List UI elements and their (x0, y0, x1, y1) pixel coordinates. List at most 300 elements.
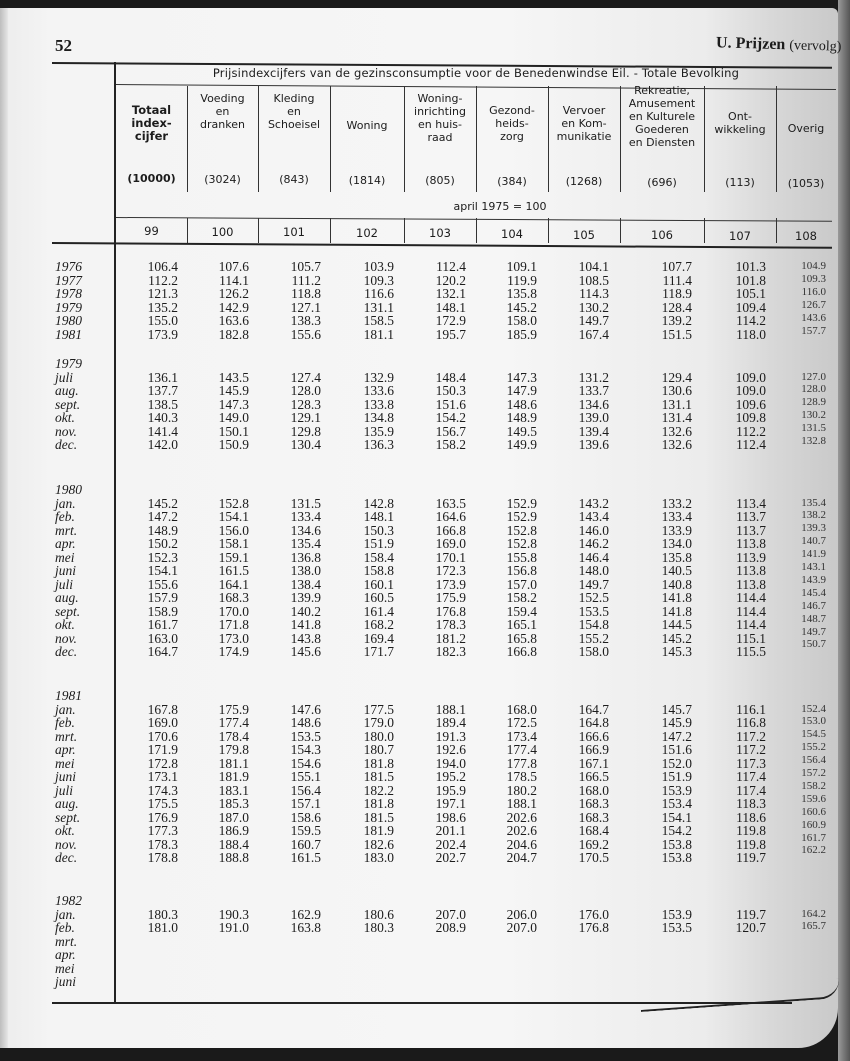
column-code: 106 (651, 228, 673, 243)
table-cell: 114.4 (736, 617, 766, 632)
table-cell: 145.2 (147, 495, 178, 511)
table-cell: 182.6 (363, 836, 394, 852)
column-header-line: wikkeling (714, 123, 766, 136)
column-header-line: Overig (787, 122, 825, 135)
column-header-line: en Diensten (628, 136, 696, 149)
column-header-line: en (287, 105, 301, 118)
table-cell: 114.2 (736, 313, 766, 328)
table-cell: 153.0 (801, 715, 826, 728)
table-cell: 132.6 (661, 437, 692, 452)
column-header-line: en (215, 105, 230, 118)
code-separator (330, 218, 331, 243)
table-cell: 173.9 (147, 326, 178, 342)
table-cell: 128.3 (290, 396, 321, 412)
code-separator (548, 218, 549, 243)
table-cell: 127.0 (801, 370, 826, 383)
table-cell: 169.2 (578, 836, 609, 852)
table-cell: 114.3 (579, 286, 609, 301)
column-header-line: munikatie (556, 130, 612, 143)
table-cell: 112.4 (736, 437, 766, 452)
table-cell: 158.2 (506, 590, 537, 605)
table-cell: 164.8 (578, 715, 609, 730)
table-cell: 165.1 (506, 617, 537, 632)
table-cell: 116.8 (736, 715, 766, 730)
column-header (620, 84, 704, 149)
row-label: 1976 (55, 259, 82, 274)
column-header-line: Goederen (635, 123, 689, 136)
table-cell: 120.7 (735, 920, 766, 935)
table-cell: 133.4 (661, 509, 692, 524)
table-cell: 131.2 (578, 369, 609, 385)
column-header-line: Ont- (728, 110, 752, 123)
running-head (716, 34, 842, 55)
table-row (0, 599, 850, 619)
table-cell: 157.9 (147, 590, 178, 605)
table-cell: 178.3 (435, 617, 466, 632)
table-cell: 172.3 (435, 563, 466, 578)
table-cell: 139.6 (578, 437, 609, 452)
table-cell: 113.8 (736, 563, 766, 578)
table-cell: 181.0 (147, 920, 178, 935)
column-code: 107 (729, 228, 751, 243)
table-cell: 151.6 (435, 396, 466, 412)
column-header (704, 110, 776, 136)
table-cell: 143.9 (801, 573, 826, 586)
table-cell: 148.9 (147, 522, 178, 538)
table-row (0, 298, 850, 315)
table-cell: 190.3 (218, 906, 249, 922)
table-cell: 208.9 (435, 920, 466, 935)
table-cell: 161.5 (290, 850, 321, 865)
table-cell: 119.8 (736, 823, 766, 838)
table-cell: 101.8 (735, 272, 766, 288)
table-cell: 111.2 (291, 272, 321, 288)
table-cell: 135.8 (506, 286, 537, 301)
section-heading: 1979 (55, 356, 82, 371)
table-cell: 118.8 (291, 286, 321, 301)
table-cell: 164.1 (218, 576, 249, 592)
row-label: 1980 (55, 313, 82, 328)
table-cell: 176.8 (435, 603, 466, 619)
table-cell: 158.9 (147, 603, 178, 619)
table-cell: 167.1 (578, 755, 609, 771)
table-cell: 155.2 (578, 630, 609, 646)
table-cell: 154.2 (435, 410, 466, 425)
table-cell: 168.0 (506, 701, 537, 717)
column-weight: (1268) (565, 175, 603, 188)
code-separator (404, 218, 405, 243)
table-cell: 166.6 (578, 728, 609, 744)
table-cell: 147.3 (506, 369, 537, 385)
table-cell: 146.2 (578, 536, 609, 551)
table-cell: 192.6 (435, 742, 466, 757)
row-label: 1977 (55, 272, 82, 288)
table-row (0, 962, 850, 976)
column-separator (187, 86, 188, 192)
section-heading: 1982 (55, 893, 82, 908)
column-header-line: Vervoer (562, 104, 606, 117)
column-header-line: Amusement (628, 97, 696, 110)
table-cell: 198.6 (435, 809, 466, 825)
table-cell: 164.2 (801, 907, 826, 920)
table-cell: 145.3 (661, 644, 692, 659)
table-cell: 160.1 (363, 576, 394, 592)
table-cell: 161.4 (363, 603, 394, 619)
row-label: nov. (55, 630, 77, 646)
table-cell: 155.0 (147, 313, 178, 328)
row-label: mrt. (55, 522, 78, 538)
table-cell: 133.7 (578, 383, 609, 398)
table-cell: 174.9 (218, 644, 249, 659)
table-cell: 164.7 (147, 644, 178, 659)
table-cell: 191.0 (218, 920, 249, 935)
table-cell: 109.3 (363, 272, 394, 288)
table-cell: 146.4 (578, 549, 609, 565)
table-cell: 177.4 (506, 742, 537, 757)
table-cell: 118.3 (736, 796, 766, 811)
table-cell: 202.6 (506, 823, 537, 838)
table-cell: 128.9 (801, 396, 826, 409)
table-cell: 151.6 (661, 742, 692, 757)
table-cell: 105.7 (290, 259, 321, 274)
row-label: juli (55, 576, 74, 592)
table-cell: 150.2 (147, 536, 178, 551)
table-cell: 202.7 (435, 850, 466, 865)
table-cell: 126.7 (801, 298, 826, 311)
table-cell: 113.7 (736, 522, 766, 538)
table-cell: 126.2 (218, 286, 249, 301)
table-cell: 143.5 (218, 369, 249, 385)
table-cell: 173.0 (218, 630, 249, 646)
table-cell: 163.8 (290, 920, 321, 935)
table-cell: 147.3 (218, 396, 249, 412)
row-label: jan. (55, 495, 76, 511)
table-row (0, 792, 850, 811)
table-cell: 155.6 (147, 576, 178, 592)
table-cell: 167.4 (578, 326, 609, 342)
row-label: aug. (55, 383, 79, 398)
table-cell: 169.0 (147, 715, 178, 730)
table-cell: 188.8 (218, 850, 249, 865)
table-cell: 202.4 (435, 836, 466, 852)
column-header-line: index- (131, 116, 172, 130)
table-cell: 108.5 (578, 272, 609, 288)
table-cell: 132.1 (435, 286, 466, 301)
table-cell: 150.7 (801, 638, 826, 651)
table-cell: 167.8 (147, 701, 178, 717)
table-cell: 159.5 (290, 823, 321, 838)
table-cell: 179.0 (363, 715, 394, 730)
table-cell: 139.0 (578, 410, 609, 425)
table-row (0, 561, 850, 578)
table-row (0, 805, 850, 825)
table-cell: 114.4 (736, 603, 766, 619)
code-separator (776, 218, 777, 243)
table-cell: 113.9 (736, 549, 766, 565)
table-cell: 142.9 (218, 299, 249, 315)
column-code: 99 (144, 224, 159, 238)
row-label: okt. (55, 617, 75, 632)
table-cell: 113.8 (736, 576, 766, 592)
table-cell: 194.0 (435, 755, 466, 771)
table-cell: 178.8 (147, 850, 178, 865)
table-cell: 130.2 (578, 299, 609, 315)
column-separator (258, 86, 259, 192)
table-cell: 153.9 (661, 906, 692, 922)
column-header-line: heids- (495, 117, 529, 130)
column-code: 101 (283, 225, 305, 240)
table-cell: 181.8 (363, 796, 394, 811)
table-cell: 180.0 (363, 728, 394, 744)
table-cell: 109.0 (735, 369, 766, 385)
table-cell: 171.9 (147, 742, 178, 757)
table-cell: 140.8 (661, 576, 692, 592)
row-label: mei (55, 549, 75, 565)
column-header-line: Gezond- (489, 104, 535, 117)
table-cell: 188.1 (435, 701, 466, 717)
table-cell: 157.2 (801, 767, 826, 779)
table-cell: 181.2 (435, 630, 466, 646)
table-cell: 156.4 (290, 782, 321, 798)
column-code: 104 (501, 227, 523, 241)
table-cell: 107.7 (661, 259, 692, 274)
table-cell: 153.4 (661, 796, 692, 811)
column-separator (776, 86, 777, 192)
table-cell: 145.6 (290, 644, 321, 659)
table-cell: 155.6 (290, 326, 321, 342)
table-cell: 187.0 (218, 809, 249, 825)
table-cell: 195.9 (435, 782, 466, 798)
column-header-line: Schoeisel (267, 118, 321, 131)
table-cell: 152.8 (506, 536, 537, 551)
table-cell: 132.6 (661, 423, 692, 439)
table-cell: 114.4 (736, 590, 766, 605)
table-cell: 168.2 (363, 617, 394, 632)
table-cell: 157.7 (801, 324, 826, 337)
table-cell: 149.7 (578, 576, 609, 592)
table-cell: 146.7 (801, 599, 826, 612)
table-row (0, 831, 850, 852)
table-cell: 181.9 (363, 823, 394, 838)
table-cell: 112.2 (736, 423, 766, 439)
table-cell: 158.0 (506, 313, 537, 328)
table-row (0, 935, 850, 949)
table-row (0, 524, 850, 538)
table-cell: 159.1 (218, 549, 249, 565)
table-cell: 150.9 (218, 437, 249, 452)
table-cell: 175.9 (218, 701, 249, 717)
column-header-line: Woning (346, 119, 388, 132)
table-cell: 133.9 (661, 522, 692, 538)
table-cell: 160.5 (363, 590, 394, 605)
column-code: 102 (356, 225, 378, 240)
column-code: 105 (573, 227, 595, 242)
table-cell: 166.5 (578, 769, 609, 784)
row-label: juni (55, 769, 77, 784)
table-cell: 152.8 (218, 495, 249, 511)
column-header-line: dranken (200, 118, 245, 131)
table-cell: 166.9 (578, 742, 609, 757)
code-separator (258, 218, 259, 243)
table-cell: 181.1 (218, 755, 249, 771)
table-cell: 148.9 (506, 410, 537, 425)
table-cell: 112.4 (436, 259, 466, 274)
table-cell: 128.0 (290, 383, 321, 398)
table-cell: 154.1 (147, 563, 178, 578)
column-header (548, 104, 620, 143)
table-cell: 168.3 (578, 809, 609, 825)
table-row (0, 497, 850, 511)
table-cell: 103.9 (363, 259, 394, 274)
table-cell: 166.8 (506, 644, 537, 659)
table-cell: 148.6 (506, 396, 537, 412)
running-head-title: U. Prijzen (715, 34, 786, 54)
column-weight: (843) (279, 173, 309, 186)
table-row (0, 612, 850, 632)
table-cell: 131.5 (290, 495, 321, 511)
table-cell: 162.2 (801, 844, 826, 857)
table-cell: 173.1 (147, 769, 178, 784)
table-row (0, 324, 850, 342)
table-row (0, 908, 850, 922)
table-cell: 180.2 (506, 782, 537, 798)
table-cell: 153.8 (661, 850, 692, 865)
table-cell: 174.3 (147, 782, 178, 798)
table-cell: 113.7 (736, 509, 766, 524)
table-cell: 139.4 (578, 423, 609, 439)
table-cell: 131.1 (363, 299, 394, 315)
table-cell: 135.8 (661, 549, 692, 565)
row-label: sept. (55, 603, 81, 619)
column-weight: (113) (725, 176, 755, 189)
table-cell: 133.6 (363, 383, 394, 398)
table-cell: 147.2 (147, 509, 178, 524)
table-cell: 141.8 (661, 590, 692, 605)
table-cell: 177.3 (147, 823, 178, 838)
row-label: nov. (55, 836, 77, 852)
table-cell: 207.0 (435, 906, 466, 922)
table-cell: 197.1 (435, 796, 466, 811)
table-cell: 188.1 (506, 796, 537, 811)
column-code: 103 (429, 226, 451, 241)
table-cell: 134.0 (661, 536, 692, 551)
table-cell: 139.2 (661, 313, 692, 328)
table-cell: 113.4 (736, 495, 766, 511)
column-header-line: Voeding (200, 92, 245, 105)
table-cell: 109.4 (735, 299, 766, 315)
table-cell: 201.1 (435, 823, 466, 838)
running-head-suffix: (vervolg) (789, 38, 842, 55)
column-separator (404, 86, 405, 192)
table-row (0, 548, 850, 565)
table-cell: 132.8 (801, 435, 826, 447)
table-cell: 140.3 (147, 410, 178, 425)
table-cell: 117.2 (736, 742, 766, 757)
table-cell: 142.8 (363, 495, 394, 511)
table-cell: 109.3 (801, 272, 826, 285)
table-cell: 109.6 (735, 396, 766, 412)
table-cell: 150.3 (363, 522, 394, 538)
table-cell: 141.8 (290, 617, 321, 632)
table-cell: 145.4 (801, 586, 826, 599)
table-cell: 104.9 (801, 260, 826, 272)
table-cell: 109.8 (735, 410, 766, 425)
table-cell: 138.5 (147, 396, 178, 412)
table-cell: 164.6 (435, 509, 466, 524)
table-row (0, 411, 850, 425)
table-cell: 121.3 (147, 286, 178, 301)
table-cell: 145.2 (506, 299, 537, 315)
table-cell: 202.6 (506, 809, 537, 825)
table-cell: 148.1 (435, 299, 466, 315)
table-cell: 136.3 (363, 437, 394, 452)
table-row (0, 948, 850, 962)
table-cell: 106.4 (147, 259, 178, 274)
table-cell: 158.1 (218, 536, 249, 551)
table-cell: 152.0 (661, 755, 692, 771)
column-header (116, 104, 187, 143)
table-cell: 142.0 (147, 437, 178, 452)
table-row (0, 767, 850, 784)
table-cell: 177.5 (363, 701, 394, 717)
column-header-line: cijfer (134, 129, 169, 143)
table-cell: 161.7 (801, 831, 826, 844)
table-cell: 113.8 (736, 536, 766, 551)
section-heading-row (0, 894, 850, 908)
table-cell: 158.2 (435, 437, 466, 452)
table-cell: 158.2 (801, 779, 826, 792)
table-cell: 148.7 (801, 612, 826, 625)
column-weight: (1053) (787, 176, 825, 190)
table-cell: 149.5 (506, 423, 537, 439)
table-cell: 115.5 (736, 644, 766, 659)
table-cell: 154.3 (290, 742, 321, 757)
table-cell: 156.8 (506, 563, 537, 578)
row-label: sept. (55, 809, 81, 825)
table-cell: 132.9 (363, 369, 394, 385)
table-cell: 186.9 (218, 823, 249, 838)
table-cell: 112.2 (148, 272, 178, 288)
table-cell: 131.1 (661, 396, 692, 412)
table-cell: 127.1 (290, 299, 321, 315)
column-weight: (805) (425, 174, 455, 187)
table-cell: 160.6 (801, 805, 826, 818)
table-cell: 152.3 (147, 549, 178, 565)
column-separator (330, 86, 331, 192)
column-separator (548, 86, 549, 192)
table-cell: 131.4 (661, 410, 692, 425)
table-cell: 179.8 (218, 742, 249, 757)
table-cell: 134.6 (578, 396, 609, 412)
table-cell: 151.5 (661, 326, 692, 342)
table-row (0, 625, 850, 646)
column-weight: (1814) (348, 173, 386, 187)
row-label: juni (55, 563, 77, 578)
table-cell: 140.5 (661, 563, 692, 578)
table-cell: 111.4 (662, 272, 692, 288)
table-cell: 143.2 (578, 495, 609, 511)
table-cell: 182.2 (363, 782, 394, 798)
row-label: feb. (55, 920, 75, 935)
column-weight: (10000) (127, 172, 176, 185)
table-row (0, 510, 850, 524)
section-heading-row (0, 357, 850, 371)
table-row (0, 818, 850, 838)
row-label: jan. (55, 906, 76, 922)
column-header (476, 104, 548, 143)
table-cell: 163.5 (435, 495, 466, 511)
row-label: aug. (55, 796, 79, 811)
